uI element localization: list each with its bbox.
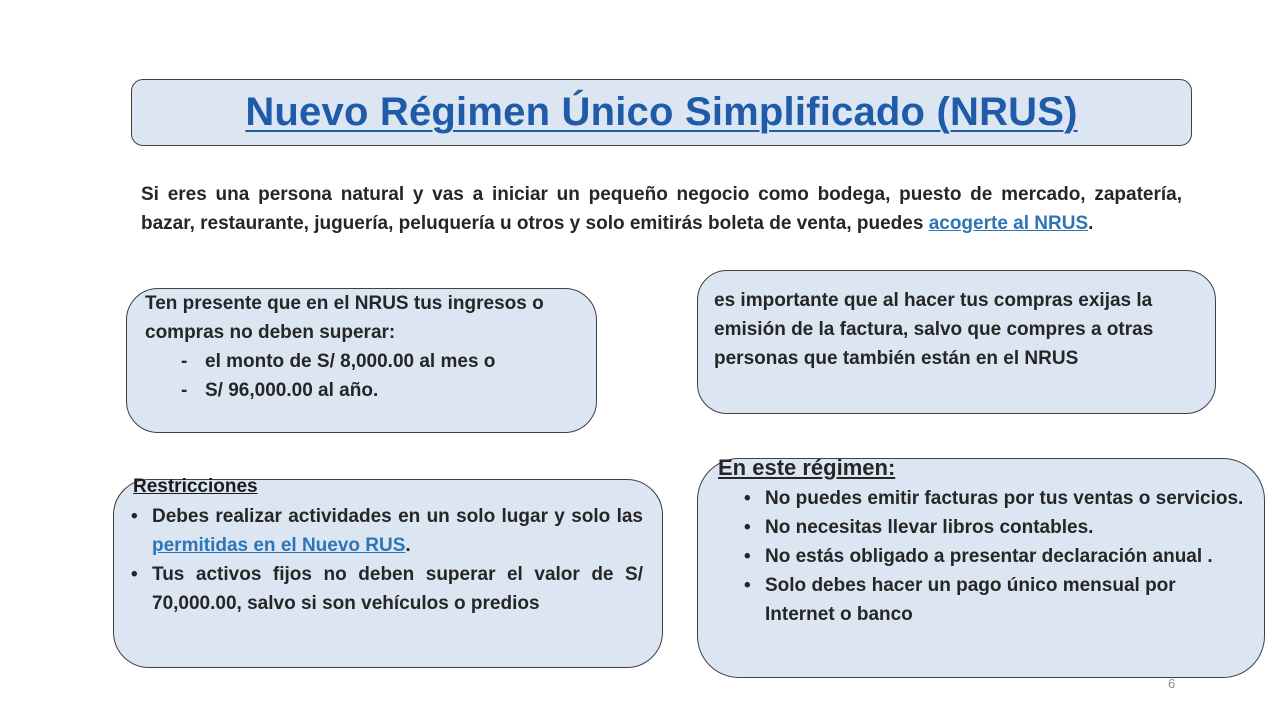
permitidas-nuevo-rus-link[interactable]: permitidas en el Nuevo RUS	[152, 535, 406, 556]
restriccion-activos: Tus activos fijos no deben superar el valor de S/ 70,000.00, salvo si son vehículos o predios	[152, 564, 643, 614]
bullet-marker: •	[744, 488, 751, 509]
list-item	[744, 571, 1244, 629]
regimen-item-text: No estás obligado a presentar declaración anual .	[765, 546, 1213, 567]
list-item	[744, 513, 1244, 542]
intro-paragraph	[141, 180, 1182, 238]
bullet-marker: •	[744, 575, 751, 596]
regimen-item-text: No necesitas llevar libros contables.	[765, 517, 1094, 538]
regimen-item-text: No puedes emitir facturas por tus ventas o servicios.	[765, 488, 1244, 509]
page-number: 6	[1168, 676, 1176, 691]
dash-marker: -	[181, 351, 188, 372]
ingresos-item-text: el monto de S/ 8,000.00 al mes o	[205, 351, 496, 372]
bullet-marker: •	[744, 546, 751, 567]
restricciones-title: Restricciones	[133, 476, 258, 497]
ingresos-item-monthly	[145, 347, 585, 376]
list-item	[744, 484, 1244, 513]
bullet-marker: •	[131, 506, 138, 527]
ingresos-item-yearly	[145, 376, 585, 405]
compras-text: es importante que al hacer tus compras exijas la emisión de la factura, salvo que compres a otras personas que también están en el NRUS	[714, 290, 1154, 369]
page-title[interactable]: Nuevo Régimen Único Simplificado (NRUS)	[245, 90, 1078, 134]
bullet-marker: •	[131, 564, 138, 585]
restriccion-lugar-end: .	[405, 535, 411, 556]
list-item	[131, 502, 643, 560]
dash-marker: -	[181, 380, 188, 401]
ingresos-content	[145, 289, 585, 405]
intro-text: Si eres una persona natural y vas a iniciar un pequeño negocio como bodega, puesto de mercado, zapatería, bazar, restaurante, juguería, peluquería u otros y solo emitirás boleta de venta, puedes	[141, 184, 1182, 234]
ingresos-text: Ten presente que en el NRUS tus ingresos o compras no deben superar:	[145, 293, 544, 343]
restricciones-list	[131, 502, 643, 618]
intro-end: .	[1088, 213, 1094, 234]
regimen-list	[744, 484, 1244, 629]
regimen-item-text: Solo debes hacer un pago único mensual por Internet o banco	[765, 575, 1176, 625]
list-item	[744, 542, 1244, 571]
ingresos-item-text: S/ 96,000.00 al año.	[205, 380, 379, 401]
restriccion-lugar-text: Debes realizar actividades en un solo lugar y solo las	[152, 506, 643, 527]
title-banner	[131, 79, 1192, 146]
regimen-title: En este régimen:	[718, 455, 896, 480]
acogerte-nrus-link[interactable]: acogerte al NRUS	[928, 213, 1089, 234]
list-item	[131, 560, 643, 618]
restriccion-lugar	[152, 502, 643, 560]
bullet-marker: •	[744, 517, 751, 538]
